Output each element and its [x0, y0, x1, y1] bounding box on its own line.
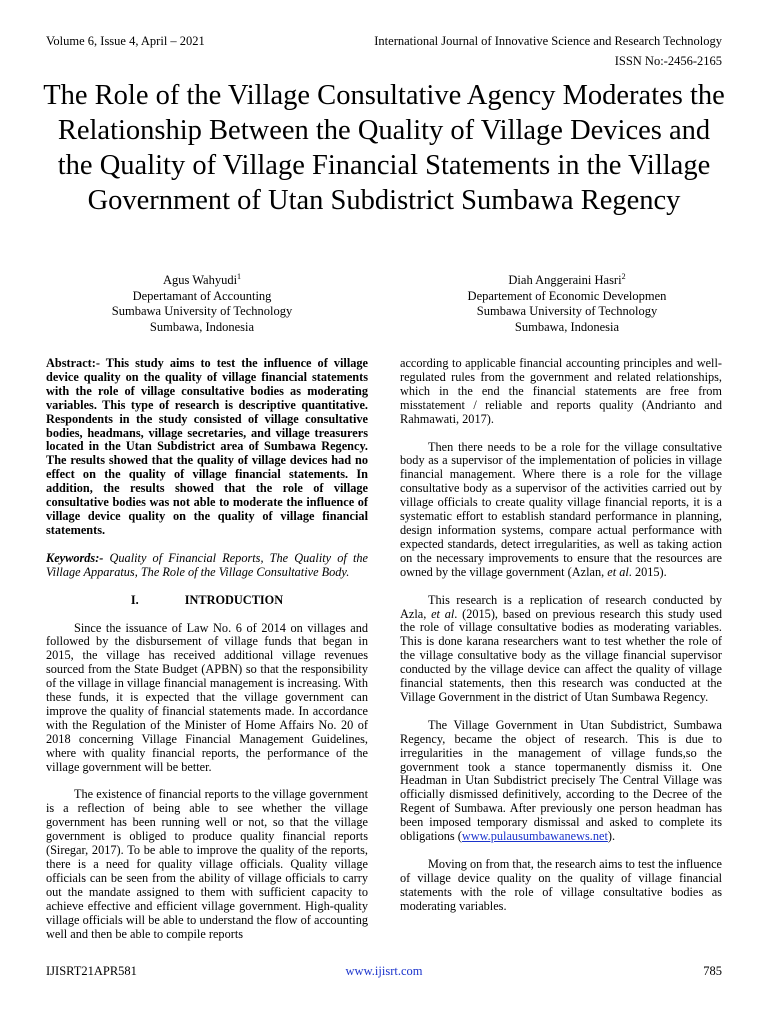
- paragraph: Moving on from that, the research aims to test the influence of village device quality on the quality of village financial statements with the role of village consultative bodies as moderating variables.: [400, 857, 723, 913]
- paragraph-text: Then there needs to be a role for the village consultative body as a supervisor of the implementation of policies in village financial management. Where there is a role for the village consultative body as a supervisor of the activities carried out by village officials to create quality village financial reports, it is a systematic effort to establish standard performance in planning, design information systems, compare actual performance with expected standards, detect irregularities, as well as taking action on the necessary improvements to ensure that the resources are owned by the village government (Azlan,: [400, 439, 722, 579]
- et-al: et al: [431, 606, 455, 621]
- author-superscript: 1: [237, 272, 242, 281]
- paragraph: [400, 441, 722, 580]
- keywords-text: Quality of Financial Reports, The Quality of the Village Apparatus, The Role of the Village Consultative Body.: [46, 550, 368, 579]
- journal-name: International Journal of Innovative Science and Research Technology: [374, 34, 722, 48]
- section-title: INTRODUCTION: [184, 592, 284, 607]
- author-department: Depertamant of Accounting: [132, 288, 272, 303]
- volume-info: Volume 6, Issue 4, April – 2021: [46, 34, 205, 48]
- keywords-label: Keywords:-: [46, 550, 104, 565]
- author-block-1: [52, 269, 352, 335]
- page-number: 785: [703, 964, 722, 978]
- author-university: Sumbawa University of Technology: [476, 304, 658, 319]
- paragraph-text: This research is a replication of research conducted by Azla,: [400, 592, 722, 621]
- paragraph: Since the issuance of Law No. 6 of 2014 on villages and followed by the disbursement of village funds that began in 2015, the village has received additional village revenues sourced from the State Budget (APBN) so that the responsibility of the village in village financial management is increasing. With these funds, it is expected that the village government can improve the quality of financial statements made. In accordance with the Regulation of the Minister of Home Affairs No. 20 of 2018 concerning Village Financial Management Guidelines, where with quality financial reports, the performance of the village government will be better.: [46, 620, 368, 774]
- paragraph-text: . (2015), based on previous research this study used the role of village consultative bodies as moderating variables. This is done karana researchers want to test whether the role of the village consultative body as the village financial supervisor conducted by the village device can affect the quality of village financial statements, then this research was conducted at the Village Government in the district of Utan Sumbawa Regency.: [400, 606, 722, 704]
- paragraph: The existence of financial reports to the village government is a reflection of being able to see whether the village government has been running well or not, so that the village government is obliged to produce quality financial reports (Siregar, 2017). To be able to improve the quality of the reports, there is a need for quality village officials. Quality village officials can be seen from the ability of village officials to carry out the mandate assigned to them with sufficient capacity to achieve effective and efficient village government. High-quality village officials will be able to understand the flow of accounting well and then be able to compile reports: [46, 787, 368, 941]
- et-al: et al: [607, 564, 629, 579]
- paper-title: The Role of the Village Consultative Agency Moderates the Relationship Between the Quality of Village Devices and the Quality of Village Financial Statements in the Village Government of Utan Subdistrict Sumbawa Regency: [43, 80, 725, 216]
- paragraph: [400, 594, 722, 705]
- left-column: [46, 357, 368, 955]
- paragraph-text: . 2015).: [628, 564, 667, 579]
- author-superscript: 2: [621, 272, 626, 281]
- paragraph: according to applicable financial accounting principles and well-regulated rules from the government and related relationships, which in the end the financial statements are free from misstatement / reliable and reports quality (Andrianto and Rahmawati, 2017).: [400, 356, 722, 426]
- author-department: Departement of Economic Developmen: [467, 288, 667, 303]
- author-university: Sumbawa University of Technology: [111, 304, 293, 319]
- keywords: [46, 552, 368, 580]
- paragraph: [400, 719, 722, 844]
- author-name: Agus Wahyudi: [162, 273, 238, 288]
- section-heading: [46, 594, 368, 608]
- author-location: Sumbawa, Indonesia: [514, 319, 620, 334]
- article-code: IJISRT21APR581: [46, 964, 137, 978]
- section-number: I.: [130, 592, 139, 607]
- paragraph-text: ).: [607, 829, 616, 844]
- author-name: Diah Anggeraini Hasri: [508, 273, 622, 288]
- right-column: [400, 357, 722, 928]
- news-link[interactable]: www.pulausumbawanews.net: [461, 829, 608, 844]
- paragraph-text: The Village Government in Utan Subdistrict, Sumbawa Regency, became the object of research. This is due to irregularities in the management of village funds,so the government took a stance topermanently dismiss it. One Headman in Utan Subdistrict precisely The Central Village was officially dismissed definitively, according to the Decree of the Regent of Sumbawa. After previously one person headman has been imposed temporary dismissal and asked to complete its obligations (: [400, 717, 722, 844]
- author-block-2: [417, 269, 717, 335]
- abstract: Abstract:- This study aims to test the influence of village device quality on the quality of village financial statements with the role of village consultative bodies as moderating variables. This type of research is descriptive quantitative. Respondents in the study consisted of village consultative bodies, headmans, village secretaries, and village treasurers located in the Utan Subdistrict area of Sumbawa Regency. The results showed that the quality of village devices had no effect on the quality of village financial statements. In addition, the results showed that the role of village consultative bodies was not able to moderate the influence of village device quality on the quality of village financial statements.: [46, 356, 368, 537]
- author-location: Sumbawa, Indonesia: [149, 319, 255, 334]
- issn: ISSN No:-2456-2165: [614, 54, 722, 68]
- site-link[interactable]: www.ijisrt.com: [345, 964, 423, 978]
- footer-site: [0, 964, 768, 979]
